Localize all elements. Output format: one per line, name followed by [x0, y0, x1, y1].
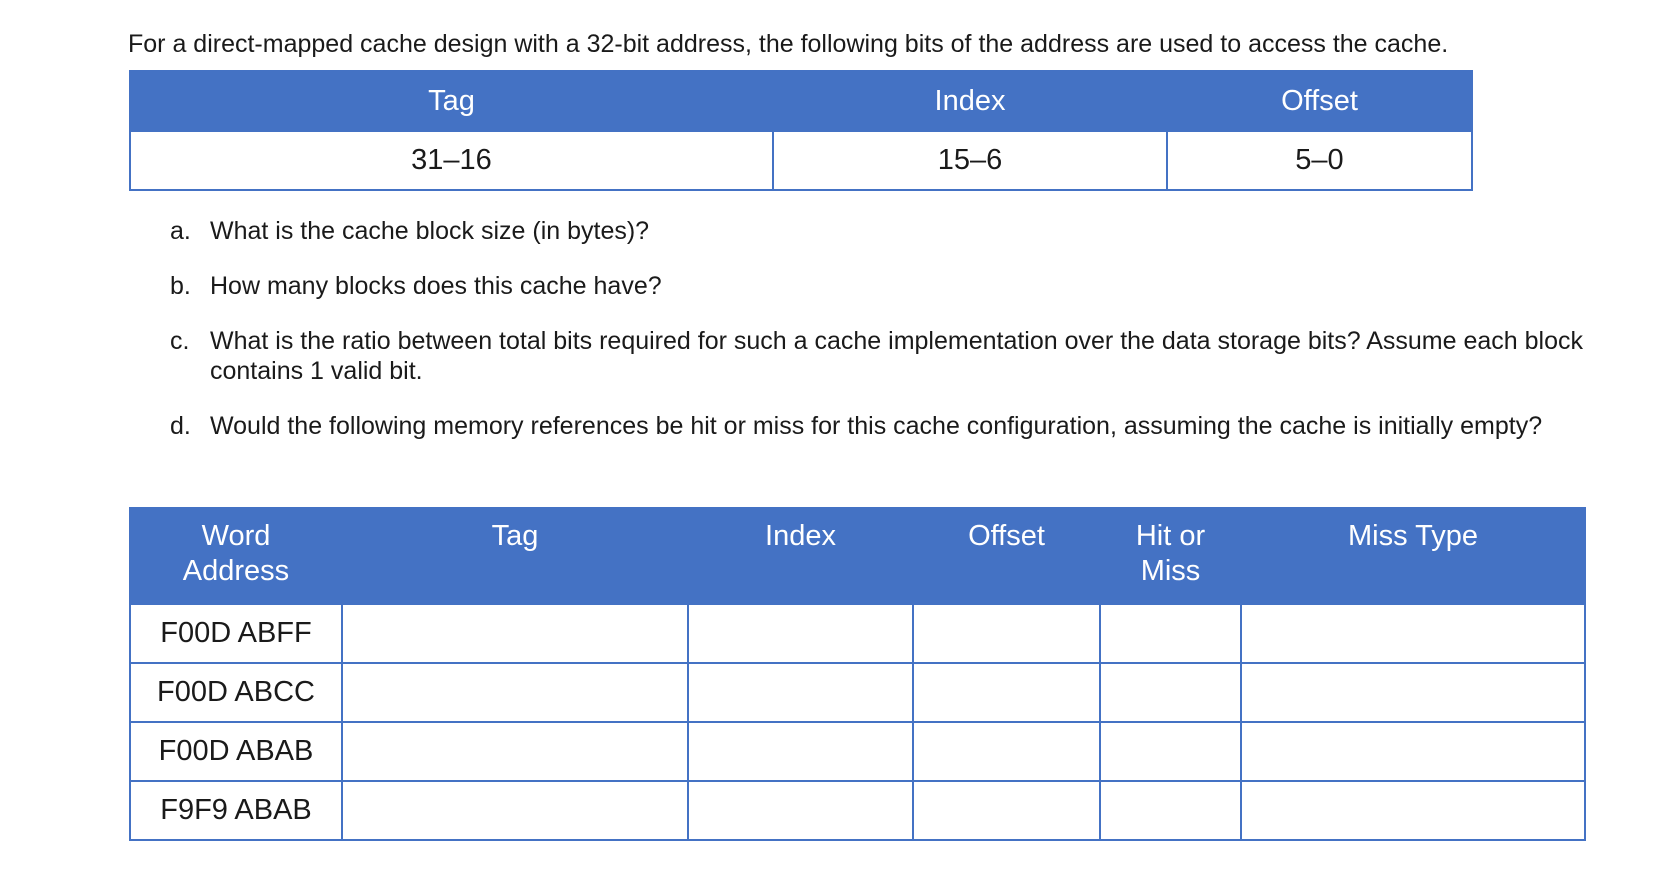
tag-cell: [342, 781, 688, 840]
question-text: What is the ratio between total bits required for such a cache implementation over the data storage bits? Assume each block contains 1 valid bit.: [210, 327, 1583, 385]
table-row: [130, 604, 1585, 663]
bits-header-index: Index: [773, 71, 1167, 131]
header-line: Offset: [968, 520, 1045, 552]
table-row: [130, 722, 1585, 781]
hit-or-miss-cell: [1100, 663, 1241, 722]
question-text: Would the following memory references be hit or miss for this cache configuration, assuming the cache is initially empty?: [210, 412, 1543, 440]
word-address-cell: F9F9 ABAB: [130, 781, 342, 840]
offset-cell: [913, 604, 1100, 663]
header-line: Index: [765, 520, 836, 552]
question-letter: b.: [170, 272, 191, 300]
offset-cell: [913, 663, 1100, 722]
ref-header-miss-type: [1241, 508, 1585, 604]
question-letter: d.: [170, 412, 191, 440]
question-list: [170, 216, 1610, 466]
bits-value-offset: 5–0: [1167, 131, 1472, 190]
question-letter: a.: [170, 217, 191, 245]
miss-type-cell: [1241, 722, 1585, 781]
bits-header-tag: Tag: [130, 71, 773, 131]
miss-type-cell: [1241, 781, 1585, 840]
header-line: Miss: [1140, 554, 1201, 587]
ref-header-word-address: [130, 508, 342, 604]
header-line: Address: [182, 554, 290, 587]
bits-value-tag: 31–16: [130, 131, 773, 190]
hit-or-miss-cell: [1100, 722, 1241, 781]
header-line: Miss Type: [1347, 520, 1478, 552]
tag-cell: [342, 722, 688, 781]
question-b: [170, 271, 1610, 301]
bits-value-row: [130, 131, 1472, 190]
index-cell: [688, 663, 913, 722]
index-cell: [688, 604, 913, 663]
bits-header-offset: Offset: [1167, 71, 1472, 131]
bits-header-row: [130, 71, 1472, 131]
table-row: [130, 663, 1585, 722]
miss-type-cell: [1241, 604, 1585, 663]
tag-cell: [342, 663, 688, 722]
offset-cell: [913, 722, 1100, 781]
header-line: Tag: [491, 520, 539, 552]
question-a: [170, 216, 1610, 246]
word-address-cell: F00D ABCC: [130, 663, 342, 722]
question-text: What is the cache block size (in bytes)?: [210, 217, 650, 245]
header-line: Word: [201, 520, 271, 552]
word-address-cell: F00D ABFF: [130, 604, 342, 663]
intro-text: For a direct-mapped cache design with a 32-bit address, the following bits of the address are used to access the cache.: [128, 30, 1449, 58]
index-cell: [688, 722, 913, 781]
ref-header-hit-or-miss: [1100, 508, 1241, 604]
hit-or-miss-cell: [1100, 781, 1241, 840]
header-line: Hit or: [1135, 520, 1206, 552]
question-d: [170, 411, 1610, 441]
question-c: [170, 326, 1610, 386]
ref-header-row: [130, 508, 1585, 604]
question-text: How many blocks does this cache have?: [210, 272, 662, 300]
ref-header-index: [688, 508, 913, 604]
miss-type-cell: [1241, 663, 1585, 722]
ref-header-offset: [913, 508, 1100, 604]
word-address-cell: F00D ABAB: [130, 722, 342, 781]
table-row: [130, 781, 1585, 840]
bits-value-index: 15–6: [773, 131, 1167, 190]
index-cell: [688, 781, 913, 840]
question-letter: c.: [170, 327, 190, 355]
ref-header-tag: [342, 508, 688, 604]
hit-or-miss-cell: [1100, 604, 1241, 663]
memory-reference-table: [129, 507, 1586, 841]
tag-cell: [342, 604, 688, 663]
offset-cell: [913, 781, 1100, 840]
address-bits-table: [129, 70, 1473, 191]
